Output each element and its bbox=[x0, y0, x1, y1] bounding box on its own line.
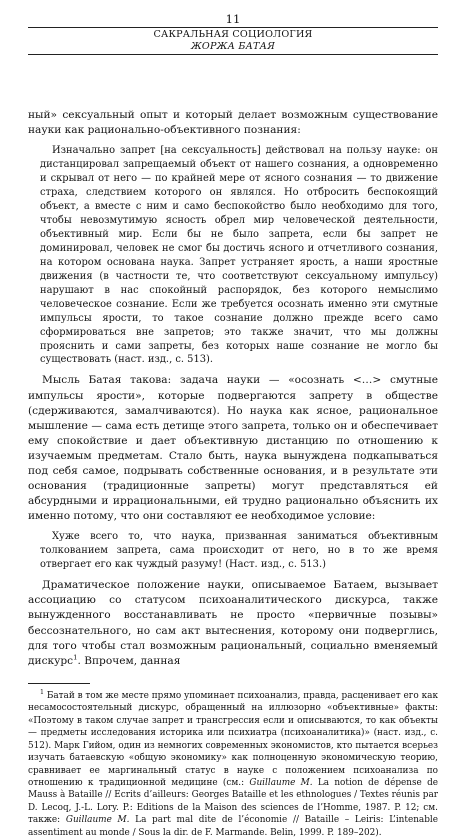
footnote-text-b: La notion de dépense de Mauss à Bataille // Ecrits d’ailleurs: Georges Bataille et les ethnologues / Textes réunis par D. Lecoq, J.-L. Lory. P.: Editions de la Maison des sciences de l’Homme, 1987. P. 12; см. также: bbox=[28, 777, 438, 826]
paragraph-3-text: Драматическое положение науки, описываемое Батаем, вызывает ассоциацию со статусом психоаналитического дискурса, также вынужденного восстанавливать не просто «первичные позывы» бессознательного, но сам акт вытеснения, которому они подверглись, для того чтобы стал возможным рациональный, социально вменяемый дискурс bbox=[28, 579, 438, 667]
page-number: 11 bbox=[225, 12, 241, 26]
footnote-number: 1 bbox=[40, 688, 44, 696]
footnote-separator bbox=[28, 683, 90, 684]
footnote-1 bbox=[28, 690, 438, 839]
continued-paragraph: ный» сексуальный опыт и который делает возможным существование науки как рационально-объективного познания: bbox=[28, 109, 438, 137]
footnote-author-2: Guillaume M. bbox=[65, 815, 130, 826]
paragraph-2: Мысль Батая такова: задача науки — «осознать <…> смутные импульсы ярости», которые подвергаются запрету в обществе (сдерживаются, замалчиваются). Но наука как ясное, рациональное мышление — сама есть детище этого запрета, только он и обеспечивает ему спокойствие и дает объективную дистанцию по отношению к изучаемым предметам. Стало быть, наука вынуждена подкапываться под себя самое, подрывать собственные основания, и в результате эти основания (традиционные запреты) могут представляться ей абсурдными и иррациональными, ей трудно рационально объяснить их именно потому, что они составляют ее необходимое условие: bbox=[28, 374, 438, 523]
footnote-author-1: Guillaume M. bbox=[249, 777, 313, 788]
paragraph-3-tail: . Впрочем, данная bbox=[77, 654, 181, 667]
footnote-text-c: La part mal dite de l’économie // Bataille – Leiris: L’intenable assentiment au monde / Sous la dir. de F. Marmande. Belin, 1999. P. 189–202). bbox=[28, 815, 438, 838]
book-page bbox=[28, 12, 438, 839]
running-head-title: САКРАЛЬНАЯ СОЦИОЛОГИЯ bbox=[153, 29, 313, 40]
paragraph-3 bbox=[28, 578, 438, 669]
footnote-text-a: Батай в том же месте прямо упоминает психоанализ, правда, расценивает его как несамосостоятельный дискурс, обращенный на иллюзорно «объективные» факты: «Поэтому в таком случае запрет и трансгрессия если и описываются, то как объекты — предметы исследования историка или психиатра (психоаналитика)» (наст. изд., с. 512). Марк Гийом, один из немногих современных экономистов, кто пытается всерьез изучать батаевскую «общую экономику» как полноценную экономическую теорию, сравнивает ее маргинальный статус в науке с положением психоанализа по отношению к традиционной медицине (см.: bbox=[28, 690, 438, 788]
block-quote-1: Изначально запрет [на сексуальность] действовал на пользу науке: он дистанцировал запрещаемый объект от нашего сознания, а одновременно и скрывал от него — по крайней мере от ясного сознания — то движение страха, следствием которого он являлся. Но отбросить беспокоящий объект, а вместе с ним и само беспокойство было необходимо для того, чтобы невозмутимую ясность обрел мир человеческой деятельности, объективный мир. Если бы не было запрета, если бы запрет не доминировал, человек не смог бы достичь ясного и отчетливого сознания, на котором основана наука. Запрет устраняет ярость, а наши яростные движения (в частности те, что соответствуют сексуальному импульсу) нарушают в нас спокойный распорядок, без которого немыслимо человеческое сознание. Если же требуется осознать именно эти смутные импульсы ярости, то такое сознание должно прежде всего само сформироваться вне запретов; это также значит, что мы должны прояснить и сами запреты, без которых наше сознание не могло бы существовать (наст. изд., с. 513). bbox=[40, 145, 438, 366]
running-head-subtitle: ЖОРЖА БАТАЯ bbox=[190, 41, 276, 52]
block-quote-2: Хуже всего то, что наука, призванная заниматься объективным толкованием запрета, сама происходит от него, но в то же время отвергает его как чуждый разуму! (Наст. изд., с. 513.) bbox=[40, 531, 438, 571]
footnote-reference[interactable]: 1 bbox=[73, 653, 78, 662]
running-head bbox=[28, 27, 438, 55]
